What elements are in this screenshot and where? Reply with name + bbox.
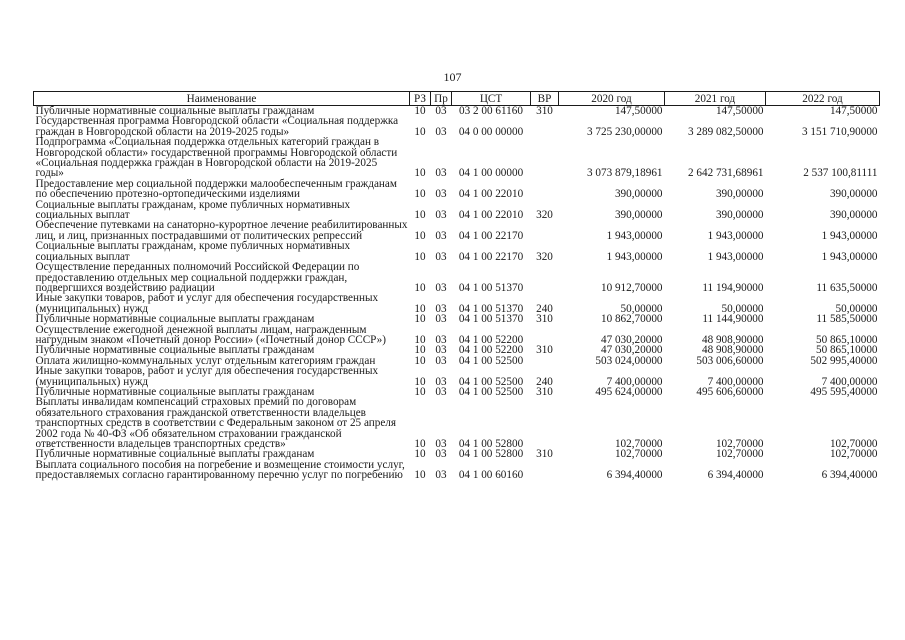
table-row [34, 397, 880, 449]
cell-cst: 04 1 00 52200 [458, 333, 524, 346]
cell-pr: 03 [435, 469, 447, 482]
cell-2020: 6 394,40000 [606, 469, 663, 482]
cell-2020: 47 030,20000 [600, 333, 663, 346]
cell-cst: 04 1 00 52200 [458, 344, 524, 357]
cell-vr [531, 325, 559, 346]
cell-name: Публичные нормативные социальные выплаты гражданам [35, 385, 315, 398]
cell-rz: 10 [414, 188, 426, 201]
cell-name: Государственная программа Новгородской области «Социальная поддержка граждан в Новгородской области на 2019-2025 годы» [35, 115, 399, 138]
table-row [34, 220, 880, 241]
cell-rz: 10 [414, 250, 426, 263]
cell-2022: 1 943,00000 [821, 229, 878, 242]
cell-cst: 04 1 00 60160 [458, 469, 524, 482]
cell-2020: 7 400,00000 [606, 375, 663, 388]
cell-2021: 390,00000 [715, 209, 764, 222]
cell-2020: 147,50000 [614, 105, 663, 117]
cell-2021: 102,70000 [715, 448, 764, 461]
cell-cst: 04 1 00 22010 [458, 188, 524, 201]
table-row [34, 200, 880, 221]
cell-2020: 10 862,70000 [600, 313, 663, 326]
cell-2022: 495 595,40000 [810, 385, 878, 398]
cell-vr [531, 137, 559, 179]
cell-cst: 04 1 00 52800 [458, 448, 524, 461]
cell-cst: 04 1 00 52800 [458, 438, 524, 450]
cell-vr: 310 [536, 105, 553, 117]
cell-rz: 10 [414, 229, 426, 242]
cell-cst: 04 1 00 22170 [458, 250, 524, 263]
cell-cst: 04 1 00 22010 [458, 209, 524, 222]
cell-name: Выплаты инвалидам компенсаций страховых премий по договорам обязательного страхования гражданской ответственности владельцев транспортных средств в соответствии с Федеральным законом от 25 апреля 2002 года № 40-ФЗ «Об обязательном страховании гражданской ответственности владельцев транспортных средств» [35, 396, 397, 450]
cell-vr: 310 [536, 385, 553, 398]
cell-pr: 03 [435, 333, 447, 346]
cell-pr: 03 [435, 344, 447, 357]
cell-cst: 04 1 00 51370 [458, 281, 524, 294]
header-rz: РЗ [410, 92, 431, 106]
cell-rz: 10 [414, 375, 426, 388]
header-cst: ЦСТ [452, 92, 531, 106]
cell-rz: 10 [414, 354, 426, 367]
cell-2021: 50,00000 [721, 302, 764, 315]
cell-vr [531, 179, 559, 200]
cell-2020: 10 912,70000 [600, 281, 663, 294]
cell-name: Осуществление ежегодной денежной выплаты лицам, награжденным нагрудным знаком «Почетный донор России» («Почетный донор СССР») [35, 323, 386, 346]
cell-rz: 10 [414, 302, 426, 315]
cell-cst: 04 1 00 52500 [458, 354, 524, 367]
table-row [34, 366, 880, 387]
cell-vr [531, 397, 559, 449]
cell-vr: 310 [536, 313, 553, 326]
cell-2022: 7 400,00000 [821, 375, 878, 388]
cell-2020: 50,00000 [620, 302, 663, 315]
cell-vr [531, 116, 559, 137]
cell-2021: 1 943,00000 [707, 250, 764, 263]
cell-2020: 102,70000 [614, 438, 663, 450]
cell-name: Оплата жилищно-коммунальных услуг отдельным категориям граждан [35, 354, 376, 367]
cell-2022: 147,50000 [829, 105, 878, 117]
table-row [34, 314, 880, 324]
cell-cst: 04 1 00 22170 [458, 229, 524, 242]
cell-pr: 03 [435, 302, 447, 315]
cell-2021: 6 394,40000 [707, 469, 764, 482]
cell-2021: 1 943,00000 [707, 229, 764, 242]
header-vr: ВР [531, 92, 559, 106]
cell-pr: 03 [435, 438, 447, 450]
cell-rz: 10 [414, 281, 426, 294]
cell-2020: 102,70000 [614, 448, 663, 461]
cell-name: Предоставление мер социальной поддержки малообеспеченным гражданам по обеспечению протезно-ортопедическими изделиями [35, 177, 397, 201]
cell-2022: 102,70000 [829, 438, 878, 450]
cell-pr: 03 [435, 125, 447, 138]
cell-name: Публичные нормативные социальные выплаты гражданам [35, 105, 315, 117]
cell-2021: 7 400,00000 [707, 375, 764, 388]
cell-pr: 03 [435, 250, 447, 263]
page-number: 107 [443, 70, 462, 84]
cell-name: Социальные выплаты гражданам, кроме публичных нормативных социальных выплат [35, 240, 351, 263]
table-body [34, 106, 880, 481]
cell-vr: 240 [536, 302, 553, 315]
table-row [34, 137, 880, 179]
cell-pr: 03 [435, 448, 447, 461]
cell-cst: 03 2 00 61160 [459, 105, 523, 117]
cell-vr [531, 356, 559, 366]
cell-2020: 390,00000 [614, 209, 663, 222]
cell-cst: 04 1 00 00000 [458, 167, 524, 180]
cell-name: Публичные нормативные социальные выплаты гражданам [35, 448, 315, 461]
header-row [34, 92, 880, 106]
cell-2020: 3 725 230,00000 [586, 125, 663, 138]
cell-2022: 1 943,00000 [821, 250, 878, 263]
cell-rz: 10 [414, 125, 426, 138]
cell-vr: 310 [536, 448, 553, 461]
cell-2021: 495 606,60000 [696, 385, 764, 398]
cell-2022: 50 865,10000 [815, 333, 878, 346]
header-2020: 2020 год [559, 92, 665, 106]
cell-2020: 3 073 879,18961 [586, 167, 663, 180]
cell-2022: 2 537 100,81111 [803, 167, 878, 180]
cell-pr: 03 [435, 167, 447, 180]
cell-2022: 3 151 710,90000 [801, 125, 878, 138]
cell-vr [531, 220, 559, 241]
header-name: Наименование [34, 92, 410, 106]
cell-2022: 11 585,50000 [816, 313, 878, 326]
cell-2021: 503 006,60000 [696, 354, 764, 367]
cell-cst: 04 1 00 52500 [458, 385, 524, 398]
cell-pr: 03 [435, 313, 447, 326]
cell-2020: 495 624,00000 [595, 385, 663, 398]
cell-rz: 10 [414, 333, 426, 346]
cell-cst: 04 1 00 51370 [458, 302, 524, 315]
cell-2022: 50,00000 [835, 302, 878, 315]
cell-name: Осуществление переданных полномочий Российской Федерации по предоставлению отдельных мер социальной поддержки граждан, подвергшихся воздействию радиации [35, 261, 360, 294]
cell-rz: 10 [414, 167, 426, 180]
cell-2020: 503 024,00000 [595, 354, 663, 367]
cell-2022: 502 995,40000 [810, 354, 878, 367]
cell-name: Публичные нормативные социальные выплаты гражданам [35, 313, 315, 326]
cell-vr: 320 [536, 209, 553, 222]
cell-pr: 03 [435, 375, 447, 388]
header-2021: 2021 год [665, 92, 766, 106]
header-pr: Пр [431, 92, 452, 106]
cell-cst: 04 1 00 52500 [458, 375, 524, 388]
cell-name: Выплата социального пособия на погребение и возмещение стоимости услуг, предоставляемых согласно гарантированному перечню услуг по погребению [35, 458, 405, 482]
cell-2020: 390,00000 [614, 188, 663, 201]
cell-2022: 390,00000 [829, 188, 878, 201]
table-row [34, 241, 880, 262]
cell-pr: 03 [435, 385, 447, 398]
cell-name: Иные закупки товаров, работ и услуг для обеспечения государственных (муниципальных) нужд [35, 365, 379, 388]
table-row [34, 116, 880, 137]
cell-rz: 10 [414, 313, 426, 326]
cell-2022: 102,70000 [829, 448, 878, 461]
cell-2021: 11 144,90000 [702, 313, 764, 326]
cell-2021: 48 908,90000 [701, 333, 764, 346]
cell-rz: 10 [414, 209, 426, 222]
cell-2022: 390,00000 [829, 209, 878, 222]
cell-rz: 10 [414, 344, 426, 357]
table-row [34, 325, 880, 346]
header-2022: 2022 год [766, 92, 880, 106]
table-row [34, 262, 880, 293]
cell-name: Обеспечение путевками на санаторно-курортное лечение реабилитированных лиц, и лиц, признанных пострадавшими от политических репрессий [35, 219, 408, 242]
cell-2020: 1 943,00000 [606, 229, 663, 242]
cell-vr [531, 460, 559, 481]
cell-pr: 03 [435, 281, 447, 294]
cell-2022: 11 635,50000 [816, 281, 878, 294]
cell-2021: 390,00000 [715, 188, 764, 201]
cell-vr: 240 [536, 375, 553, 388]
cell-pr: 03 [435, 188, 447, 201]
cell-cst: 04 0 00 00000 [458, 125, 524, 138]
cell-2020: 47 030,20000 [600, 344, 663, 357]
cell-rz: 10 [414, 469, 426, 482]
cell-rz: 10 [414, 438, 426, 450]
cell-rz: 10 [414, 105, 426, 117]
cell-2021: 11 194,90000 [702, 281, 764, 294]
cell-cst: 04 1 00 51370 [458, 313, 524, 326]
table-row [34, 179, 880, 200]
cell-vr [531, 262, 559, 293]
cell-name: Подпрограмма «Социальная поддержка отдельных категорий граждан в Новгородской области» государственной программы Новгородской области «Социальная поддержка граждан в Новгородской области на 2019-2025 годы» [35, 136, 398, 180]
cell-name: Публичные нормативные социальные выплаты гражданам [35, 344, 315, 357]
budget-table [33, 91, 880, 481]
cell-pr: 03 [435, 354, 447, 367]
cell-2021: 102,70000 [715, 438, 764, 450]
cell-name: Иные закупки товаров, работ и услуг для обеспечения государственных (муниципальных) нужд [35, 292, 379, 315]
table-row [34, 460, 880, 481]
cell-vr: 320 [536, 250, 553, 263]
cell-2022: 50 865,10000 [815, 344, 878, 357]
cell-pr: 03 [435, 229, 447, 242]
cell-2020: 1 943,00000 [606, 250, 663, 263]
cell-2021: 147,50000 [715, 105, 764, 117]
cell-name: Социальные выплаты гражданам, кроме публичных нормативных социальных выплат [35, 198, 351, 222]
cell-pr: 03 [435, 105, 447, 117]
cell-rz: 10 [414, 448, 426, 461]
cell-pr: 03 [435, 209, 447, 222]
cell-2021: 3 289 082,50000 [687, 125, 764, 138]
cell-2021: 2 642 731,68961 [687, 167, 764, 180]
cell-vr: 310 [536, 344, 553, 357]
cell-rz: 10 [414, 385, 426, 398]
cell-2022: 6 394,40000 [821, 469, 878, 482]
table-row [34, 293, 880, 314]
cell-2021: 48 908,90000 [701, 344, 764, 357]
